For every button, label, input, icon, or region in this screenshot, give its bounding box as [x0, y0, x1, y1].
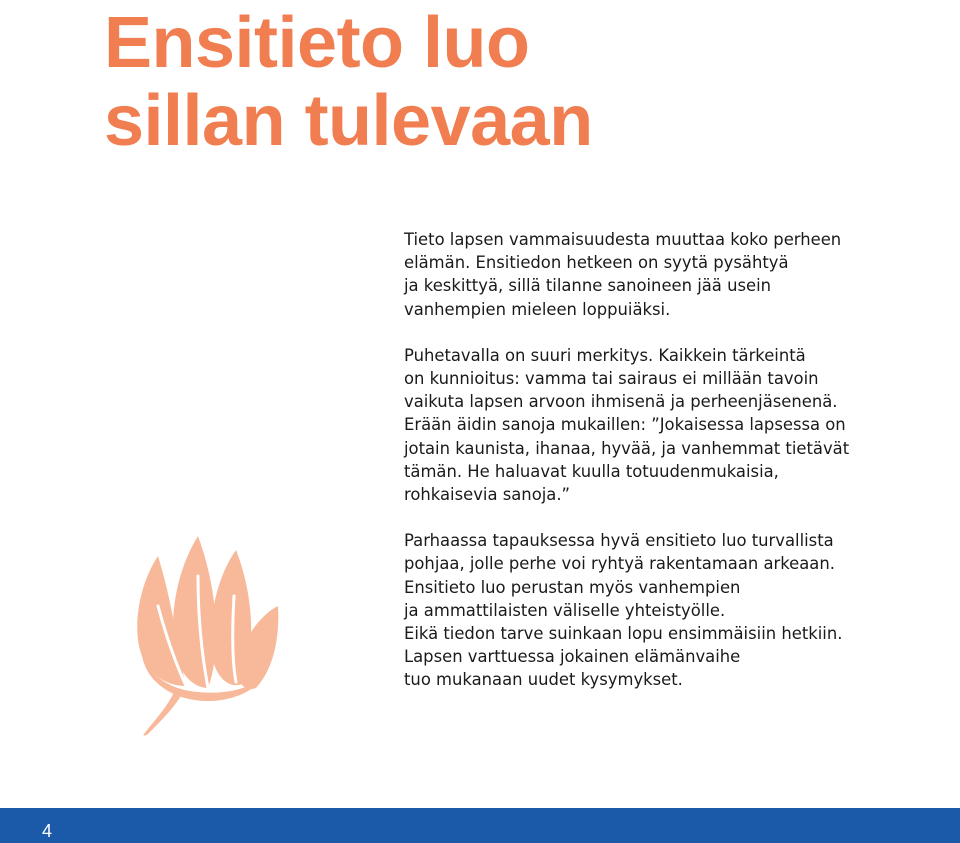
paragraph-3: [404, 529, 944, 691]
text-line: ja keskittyä, sillä tilanne sanoineen jää usein: [404, 276, 772, 296]
text-line: Erään äidin sanoja mukaillen: ”Jokaisessa lapsessa on: [404, 415, 846, 435]
text-line: Eikä tiedon tarve suinkaan lopu ensimmäisiin hetkiin.: [404, 624, 843, 644]
text-line: vanhempien mieleen loppuiäksi.: [404, 299, 671, 319]
page-title: [104, 4, 944, 160]
article-body: [404, 228, 944, 715]
text-line: Puhetavalla on suuri merkitys. Kaikkein tärkeintä: [404, 345, 806, 365]
tulip-leaf-icon: [128, 536, 288, 736]
text-line: Lapsen varttuessa jokainen elämänvaihe: [404, 647, 741, 667]
page-number: 4: [42, 821, 53, 841]
page-title-line-2: sillan tulevaan: [104, 81, 593, 161]
text-line: Tieto lapsen vammaisuudesta muuttaa koko perheen: [404, 230, 842, 249]
text-line: vaikuta lapsen arvoon ihmisenä ja perheenjäsenenä.: [404, 392, 838, 412]
text-line: tuo mukanaan uudet kysymykset.: [404, 670, 683, 690]
paragraph-2: [404, 344, 944, 506]
text-line: elämän. Ensitiedon hetkeen on syytä pysähtyä: [404, 253, 789, 273]
text-line: Ensitieto luo perustan myös vanhempien: [404, 577, 741, 597]
text-line: jotain kaunista, ihanaa, hyvää, ja vanhemmat tietävät: [404, 438, 850, 458]
text-line: rohkaisevia sanoja.”: [404, 485, 571, 505]
paragraph-1: [404, 228, 944, 321]
footer-bar: [0, 808, 960, 843]
text-line: pohjaa, jolle perhe voi ryhtyä rakentamaan arkeaan.: [404, 554, 835, 574]
text-line: on kunnioitus: vamma tai sairaus ei millään tavoin: [404, 369, 819, 389]
text-line: Parhaassa tapauksessa hyvä ensitieto luo turvallista: [404, 531, 834, 551]
page-title-line-1: Ensitieto luo: [104, 3, 530, 83]
text-line: tämän. He haluavat kuulla totuudenmukaisia,: [404, 461, 779, 481]
text-line: ja ammattilaisten väliselle yhteistyölle.: [404, 600, 726, 620]
